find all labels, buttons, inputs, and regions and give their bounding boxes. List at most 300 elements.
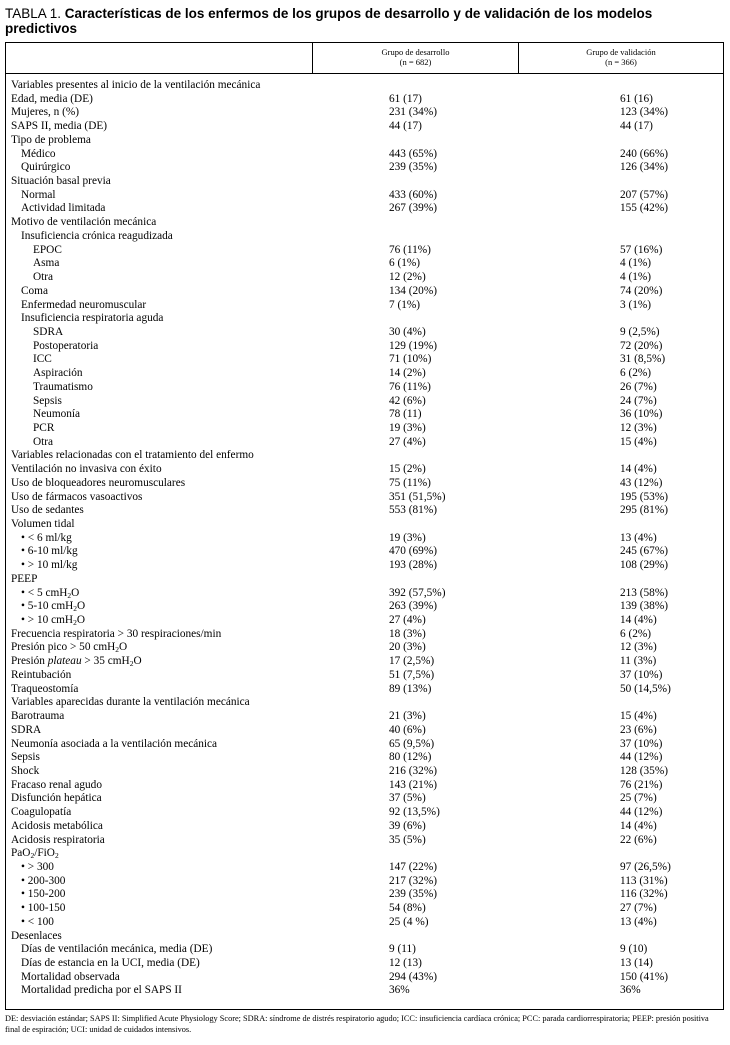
development-value: 21 (3%)	[389, 710, 426, 723]
row-label	[33, 271, 53, 285]
row-label-label: Días de estancia en la UCI, media (DE)	[21, 957, 200, 969]
development-value: 12 (2%)	[389, 271, 426, 284]
row-label	[11, 79, 260, 93]
table-row	[6, 326, 723, 340]
row-label-sub2: 2	[54, 851, 59, 861]
development-value: 193 (28%)	[389, 559, 438, 572]
row-label-sub: 2	[73, 604, 78, 614]
development-value: 51 (7,5%)	[389, 668, 435, 681]
row-label-sub: 2	[129, 659, 134, 669]
development-value: 9 (11)	[389, 943, 416, 956]
table-row	[6, 587, 723, 601]
row-label-label: Variables aparecidas durante la ventilación mecánica	[11, 696, 250, 709]
header-validation-title: Grupo de validación	[586, 47, 656, 57]
row-label-label: • > 10 ml/kg	[21, 559, 78, 572]
row-label	[33, 353, 52, 367]
table-row	[6, 189, 723, 203]
validation-value: 72 (20%)	[620, 339, 663, 352]
row-label-label: Barotrauma	[11, 710, 65, 723]
development-value: 217 (32%)	[389, 874, 438, 887]
header-variable-cell	[6, 43, 313, 74]
row-label	[11, 449, 254, 463]
development-value: 12 (13)	[389, 957, 422, 969]
row-label	[33, 395, 62, 409]
row-label-sub: 2	[73, 618, 77, 628]
row-label-label: ICC	[33, 353, 52, 366]
row-label-label: Quirúrgico	[21, 161, 71, 174]
table-row	[6, 491, 723, 505]
table-row	[6, 545, 723, 559]
validation-value: 12 (3%)	[620, 641, 657, 654]
row-label	[11, 216, 156, 230]
development-value: 143 (21%)	[389, 778, 438, 791]
development-value: 65 (9,5%)	[389, 737, 435, 750]
row-label-label: Shock	[11, 764, 40, 777]
row-label	[11, 641, 127, 655]
validation-value: 44 (12%)	[620, 806, 663, 819]
row-label	[11, 738, 217, 752]
development-value: 470 (69%)	[389, 545, 438, 558]
validation-value: 76 (21%)	[620, 778, 663, 791]
row-label	[33, 340, 98, 354]
table-row	[6, 792, 723, 806]
row-label-label: Uso de bloqueadores neuromusculares	[11, 476, 186, 489]
validation-value: 36 (10%)	[620, 408, 663, 421]
development-value: 134 (20%)	[389, 284, 438, 297]
development-value: 263 (39%)	[389, 600, 438, 613]
row-label-label: Otra	[33, 271, 54, 284]
row-label-label: Actividad limitada	[21, 202, 106, 215]
row-label-label: Aspiración	[33, 367, 83, 380]
row-label-label: Traumatismo	[33, 380, 93, 393]
validation-value: 4 (1%)	[620, 271, 652, 284]
row-label	[21, 189, 56, 203]
row-label-label: Uso de fármacos vasoactivos	[11, 490, 143, 503]
row-label	[11, 724, 41, 738]
table-row	[6, 271, 723, 285]
row-label-tail: O	[76, 614, 85, 627]
row-label-label: Volumen tidal	[11, 518, 75, 530]
row-label-label: Sepsis	[11, 751, 40, 764]
validation-value: 25 (7%)	[620, 792, 657, 805]
row-label	[33, 408, 80, 422]
development-value: 147 (22%)	[389, 860, 438, 873]
header-validation-group	[519, 43, 723, 74]
row-label	[33, 436, 53, 450]
validation-value: 126 (34%)	[620, 161, 669, 174]
row-label-label: • 100-150	[21, 902, 66, 915]
row-label-label: Asma	[33, 257, 60, 270]
row-label-label: • 150-200	[21, 888, 66, 901]
row-label-label2: > 35 cmH	[81, 655, 130, 668]
row-label	[21, 971, 120, 985]
development-value: 7 (1%)	[389, 298, 421, 311]
validation-value: 37 (10%)	[620, 668, 663, 681]
row-label-tail: /FiO	[34, 847, 55, 860]
row-label-label: Normal	[21, 188, 56, 201]
header-development-n: (n = 682)	[399, 57, 432, 67]
development-value: 239 (35%)	[389, 888, 438, 901]
row-label	[11, 847, 59, 861]
row-label	[11, 120, 107, 134]
row-label-label: Desenlaces	[11, 929, 62, 942]
validation-value: 31 (8,5%)	[620, 353, 666, 366]
validation-value: 12 (3%)	[620, 421, 657, 434]
development-value: 351 (51,5%)	[389, 490, 446, 503]
validation-value: 4 (1%)	[620, 257, 652, 270]
row-label	[33, 257, 59, 271]
row-label-label: PaO	[11, 847, 31, 860]
table-row	[6, 861, 723, 875]
table-row	[6, 367, 723, 381]
row-label	[11, 751, 40, 765]
table-row	[6, 257, 723, 271]
table-row	[6, 806, 723, 820]
table-row	[6, 916, 723, 930]
row-label-label: Variables relacionadas con el tratamiento del enfermo	[11, 449, 254, 462]
row-label-label: SAPS II, media (DE)	[11, 120, 108, 133]
validation-value: 113 (31%)	[620, 874, 668, 887]
row-label-label: SDRA	[33, 325, 64, 338]
development-value: 443 (65%)	[389, 147, 438, 160]
row-label-tail: O	[71, 586, 80, 599]
table-row	[6, 381, 723, 395]
row-label	[11, 93, 93, 107]
development-value: 78 (11)	[389, 408, 422, 421]
row-label-label: Mortalidad predicha por el SAPS II	[21, 984, 182, 997]
row-label	[11, 504, 84, 518]
row-label-label: Neumonía	[33, 408, 81, 421]
validation-value: 295 (81%)	[620, 504, 669, 517]
row-label-sub: 2	[115, 645, 120, 655]
row-label	[21, 285, 48, 299]
row-label	[11, 710, 64, 724]
row-label-label: Acidosis respiratoria	[11, 833, 105, 846]
validation-value: 43 (12%)	[620, 476, 663, 489]
validation-value: 74 (20%)	[620, 284, 663, 297]
row-label	[11, 491, 142, 505]
row-label-label: Acidosis metabólica	[11, 819, 103, 832]
table-row	[6, 422, 723, 436]
validation-value: 15 (4%)	[620, 710, 657, 723]
validation-value: 240 (66%)	[620, 147, 669, 160]
row-label	[11, 779, 102, 793]
row-label-label: • > 300	[21, 860, 54, 873]
row-label-italic: plateau	[47, 655, 82, 668]
table-row	[6, 957, 723, 971]
row-label-label: Tipo de problema	[11, 133, 91, 146]
development-value: 267 (39%)	[389, 202, 438, 215]
validation-value: 6 (2%)	[620, 627, 652, 640]
header-development-title: Grupo de desarrollo	[381, 47, 450, 57]
table-row	[6, 230, 723, 244]
table-row	[6, 875, 723, 889]
table-row	[6, 930, 723, 944]
table-row	[6, 902, 723, 916]
table-row	[6, 532, 723, 546]
row-label	[33, 422, 54, 436]
table-row	[6, 641, 723, 655]
row-label	[21, 148, 56, 162]
row-label	[21, 532, 72, 546]
row-label	[21, 161, 70, 175]
row-label	[21, 916, 54, 930]
row-label	[33, 381, 93, 395]
development-value: 17 (2,5%)	[389, 655, 435, 668]
table-row	[6, 340, 723, 354]
row-label	[21, 902, 65, 916]
row-label-label: Ventilación no invasiva con éxito	[11, 463, 162, 476]
row-label	[11, 175, 111, 189]
row-label-label: Sepsis	[33, 394, 62, 407]
row-label-label: Uso de sedantes	[11, 504, 84, 517]
row-label	[11, 655, 142, 669]
table-row	[6, 614, 723, 628]
development-value: 35 (5%)	[389, 833, 426, 846]
table-title: Características de los enfermos de los grupos de desarrollo y de validación de los modelos predictivos	[5, 6, 653, 36]
table-row	[6, 820, 723, 834]
development-value: 92 (13,5%)	[389, 806, 440, 819]
validation-value: 195 (53%)	[620, 490, 669, 503]
row-label	[11, 806, 71, 820]
development-value: 15 (2%)	[389, 463, 426, 476]
row-label-label: Motivo de ventilación mecánica	[11, 216, 157, 229]
row-label	[21, 957, 200, 971]
row-label	[11, 792, 102, 806]
table-row	[6, 353, 723, 367]
row-label-label: Insuficiencia respiratoria aguda	[21, 312, 164, 325]
row-label-label: • 6-10 ml/kg	[21, 545, 78, 558]
development-value: 19 (3%)	[389, 421, 426, 434]
validation-value: 44 (12%)	[620, 751, 663, 764]
row-label-label: EPOC	[33, 243, 62, 256]
row-label-label: SDRA	[11, 723, 42, 736]
row-label	[11, 930, 62, 944]
validation-value: 14 (4%)	[620, 463, 657, 476]
row-label-tail: O	[119, 641, 128, 654]
row-label-label: • 200-300	[21, 874, 66, 887]
table-row	[6, 175, 723, 189]
development-value: 433 (60%)	[389, 188, 438, 201]
table-row	[6, 984, 723, 998]
row-label-label: Traqueostomía	[11, 682, 79, 695]
development-value: 27 (4%)	[389, 614, 426, 627]
validation-value: 150 (41%)	[620, 970, 669, 983]
validation-value: 26 (7%)	[620, 380, 657, 393]
development-value: 18 (3%)	[389, 627, 426, 640]
validation-value: 14 (4%)	[620, 819, 657, 832]
validation-value: 108 (29%)	[620, 559, 669, 572]
header-validation-n: (n = 366)	[605, 57, 637, 67]
development-value: 40 (6%)	[389, 723, 426, 736]
table-row	[6, 559, 723, 573]
row-label	[21, 861, 54, 875]
table-row	[6, 202, 723, 216]
development-value: 30 (4%)	[389, 325, 426, 338]
row-label	[21, 984, 182, 998]
validation-value: 9 (2,5%)	[620, 325, 660, 338]
row-label-label: Enfermedad neuromuscular	[21, 298, 147, 311]
development-value: 25 (4 %)	[389, 915, 429, 928]
row-label-label: Insuficiencia crónica reagudizada	[21, 229, 173, 242]
validation-value: 50 (14,5%)	[620, 682, 671, 695]
development-value: 75 (11%)	[389, 476, 431, 489]
table-row	[6, 738, 723, 752]
row-label-label: Mortalidad observada	[21, 970, 120, 983]
development-value: 42 (6%)	[389, 394, 426, 407]
development-value: 36%	[389, 984, 410, 997]
table-row	[6, 244, 723, 258]
table-row	[6, 696, 723, 710]
table-row	[6, 669, 723, 683]
row-label-label: • < 5 cmH	[21, 586, 68, 599]
row-label	[11, 696, 250, 710]
row-label	[33, 326, 63, 340]
table-row	[6, 106, 723, 120]
table-body	[6, 79, 723, 998]
row-label-label: • < 100	[21, 915, 54, 928]
row-label	[11, 134, 91, 148]
development-value: 239 (35%)	[389, 161, 438, 174]
row-label	[11, 820, 103, 834]
row-label-label: Presión pico > 50 cmH	[11, 641, 116, 654]
validation-value: 13 (14)	[620, 957, 653, 969]
table-row	[6, 888, 723, 902]
row-label-label: Variables presentes al inicio de la ventilación mecánica	[11, 79, 261, 91]
table-header	[6, 43, 723, 75]
row-label	[21, 299, 146, 313]
row-label-label: PCR	[33, 421, 55, 434]
table-row	[6, 312, 723, 326]
validation-value: 27 (7%)	[620, 902, 657, 915]
validation-value: 61 (16)	[620, 92, 653, 105]
validation-value: 3 (1%)	[620, 298, 652, 311]
table-row	[6, 751, 723, 765]
data-table	[5, 42, 724, 1010]
row-label-label: Médico	[21, 147, 56, 160]
table-row	[6, 477, 723, 491]
validation-value: 24 (7%)	[620, 394, 657, 407]
row-label	[33, 367, 83, 381]
development-value: 89 (13%)	[389, 682, 432, 695]
table-row	[6, 710, 723, 724]
row-label	[21, 943, 212, 957]
table-row	[6, 518, 723, 532]
validation-value: 36%	[620, 984, 641, 997]
row-label-label: Otra	[33, 435, 54, 448]
validation-value: 128 (35%)	[620, 764, 669, 777]
validation-value: 9 (10)	[620, 943, 648, 956]
development-value: 19 (3%)	[389, 531, 426, 544]
row-label	[11, 628, 221, 642]
row-label-label: • > 10 cmH	[21, 614, 74, 627]
row-label-sub: 2	[67, 590, 72, 600]
table-row	[6, 504, 723, 518]
validation-value: 37 (10%)	[620, 737, 663, 750]
table-row	[6, 79, 723, 93]
row-label-tail: O	[77, 600, 86, 613]
development-value: 54 (8%)	[389, 902, 426, 915]
validation-value: 22 (6%)	[620, 833, 657, 846]
validation-value: 155 (42%)	[620, 202, 669, 215]
validation-value: 23 (6%)	[620, 723, 657, 736]
development-value: 216 (32%)	[389, 764, 438, 777]
table-row	[6, 161, 723, 175]
row-label	[11, 477, 185, 491]
validation-value: 213 (58%)	[620, 586, 669, 599]
table-row	[6, 148, 723, 162]
row-label	[21, 545, 78, 559]
table-row	[6, 285, 723, 299]
row-label	[21, 888, 65, 902]
table-row	[6, 779, 723, 793]
row-label-label: Mujeres, n (%)	[11, 106, 80, 119]
table-row	[6, 834, 723, 848]
row-label-label: Coma	[21, 284, 48, 297]
validation-value: 245 (67%)	[620, 545, 669, 558]
table-number: TABLA 1.	[5, 6, 62, 21]
row-label-label: Presión	[11, 655, 48, 668]
development-value: 6 (1%)	[389, 257, 421, 270]
row-label-label: Días de ventilación mecánica, media (DE)	[21, 943, 213, 956]
row-label	[11, 834, 105, 848]
row-label	[21, 559, 77, 573]
validation-value: 97 (26,5%)	[620, 860, 671, 873]
table-row	[6, 573, 723, 587]
header-development-group	[313, 43, 519, 74]
table-row	[6, 395, 723, 409]
row-label-tail: O	[133, 655, 142, 668]
development-value: 61 (17)	[389, 92, 422, 105]
table-row	[6, 724, 723, 738]
table-row	[6, 216, 723, 230]
row-label-sub: 2	[30, 851, 35, 861]
row-label	[21, 600, 85, 614]
row-label-label: Edad, media (DE)	[11, 92, 93, 105]
table-row	[6, 600, 723, 614]
row-label	[21, 230, 173, 244]
table-row	[6, 463, 723, 477]
table-row	[6, 134, 723, 148]
development-value: 294 (43%)	[389, 970, 438, 983]
row-label-label: Coagulopatía	[11, 806, 72, 819]
validation-value: 123 (34%)	[620, 106, 669, 119]
row-label-label: Disfunción hepática	[11, 792, 102, 805]
development-value: 27 (4%)	[389, 435, 426, 448]
validation-value: 116 (32%)	[620, 888, 668, 901]
row-label-label: Situación basal previa	[11, 175, 111, 188]
row-label	[11, 518, 75, 532]
validation-value: 13 (4%)	[620, 531, 657, 544]
table-footnote: DE: desviación estándar; SAPS II: Simplified Acute Physiology Score; SDRA: síndrome de distrés respiratorio agudo; ICC: insuficiencia cardíaca crónica; PCC: parada cardiorrespiratoria; PEEP: presión positiva final de espiración; UCI: unidad de cuidados intensivos.	[5, 1014, 709, 1034]
development-value: 14 (2%)	[389, 367, 426, 380]
development-value: 39 (6%)	[389, 819, 426, 832]
validation-value: 44 (17)	[620, 120, 653, 133]
row-label-label: Reintubación	[11, 668, 72, 681]
table-row	[6, 628, 723, 642]
row-label	[21, 202, 105, 216]
validation-value: 11 (3%)	[620, 655, 657, 668]
row-label	[21, 312, 163, 326]
validation-value: 207 (57%)	[620, 188, 669, 201]
validation-value: 6 (2%)	[620, 367, 652, 380]
development-value: 44 (17)	[389, 120, 422, 133]
table-row	[6, 93, 723, 107]
table-row	[6, 655, 723, 669]
table-row	[6, 847, 723, 861]
row-label	[21, 614, 85, 628]
row-label	[21, 587, 79, 601]
